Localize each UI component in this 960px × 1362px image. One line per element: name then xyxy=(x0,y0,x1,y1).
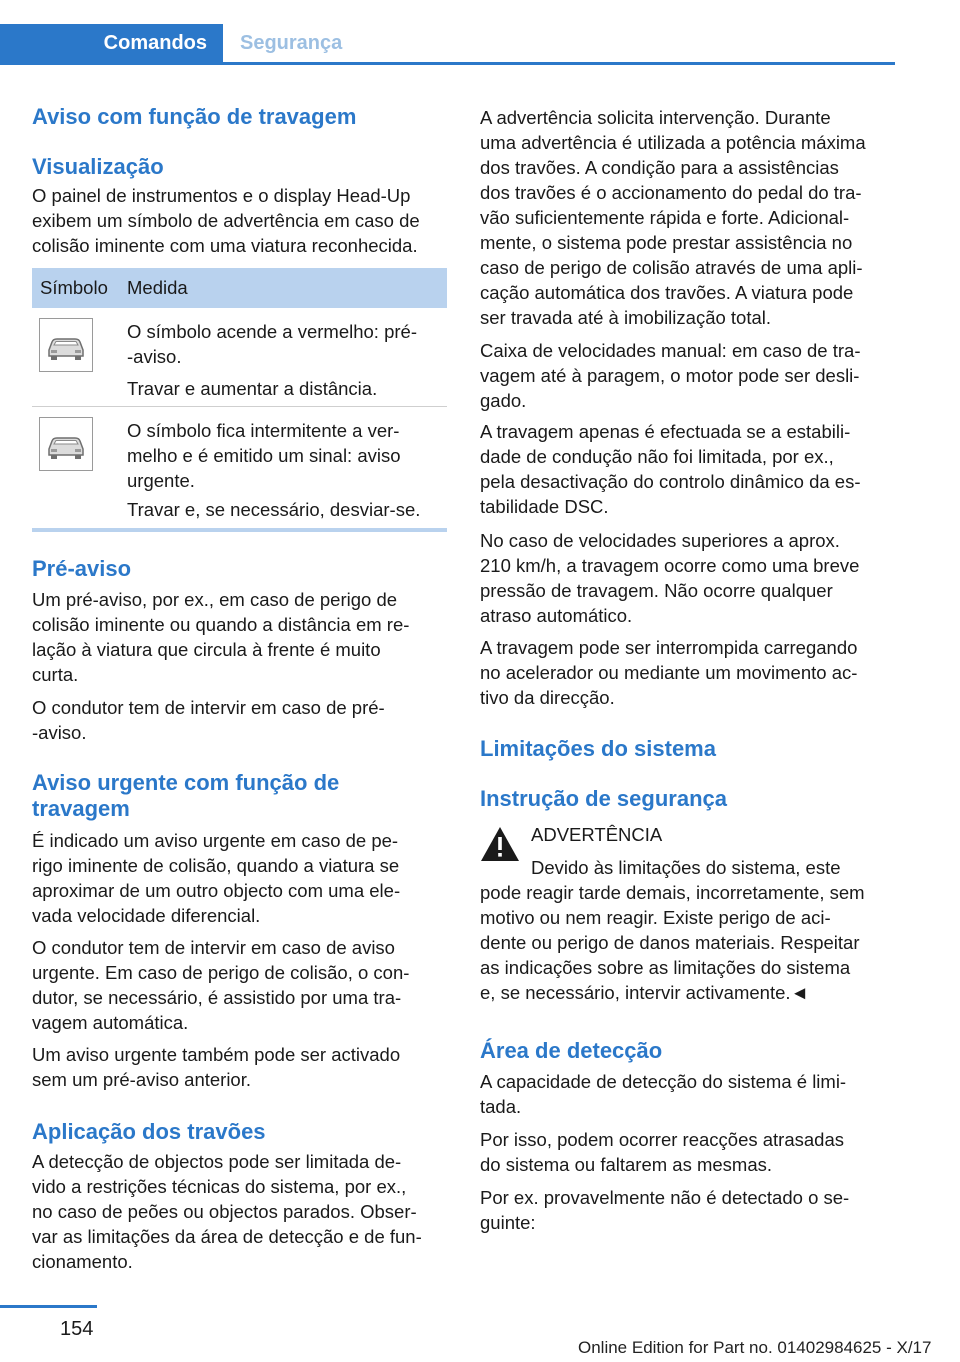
footer-rule xyxy=(0,1305,97,1308)
warning-triangle-icon xyxy=(480,826,520,862)
paragraph-right-4: No caso de velocidades superiores a aprox. 210 km/h, a travagem ocorre como uma breve pressão de travagem. Não ocorre qualquer atraso automático. xyxy=(480,530,860,626)
heading-aviso-urgente: Aviso urgente com função de travagem xyxy=(32,770,340,821)
heading-visualizacao: Visualização xyxy=(32,154,164,179)
row-measure-text: O símbolo fica intermitente a ver- melho e é emitido um sinal: aviso urgente. xyxy=(127,420,401,491)
paragraph-area-1: A capacidade de detecção do sistema é limi- tada. xyxy=(480,1071,847,1117)
paragraph-area-3: Por ex. provavelmente não é detectado o se- guinte: xyxy=(480,1187,850,1233)
column-header-measure: Medida xyxy=(127,277,188,298)
paragraph-right-5: A travagem pode ser interrompida carregando no acelerador ou mediante um movimento ac- tivo da direcção. xyxy=(480,637,858,708)
paragraph-right-1: A advertência solicita intervenção. Durante uma advertência é utilizada a potência máxima dos travões. A condição para a assistências dos travões é o accionamento do pedal do tra- vão suficientemente rápida e forte. Adicional- mente, o sistema pode prestar assistência no caso de perigo de colisão através de uma apli- cação automática dos travões. A viatura pode ser travada até à imobilização total. xyxy=(480,107,866,328)
heading-aviso-travagem: Aviso com função de travagem xyxy=(32,104,357,129)
paragraph-pre-aviso-1: Um pré-aviso, por ex., em caso de perigo de colisão iminente ou quando a distância em re- lação à viatura que circula à frente é muito curta. xyxy=(32,589,410,685)
warning-text: pode reagir tarde demais, incorretamente, sem motivo ou nem reagir. Existe perigo de aci- dente ou perigo de danos materiais. Respeitar as indicações sobre as limitações do sistema e, se necessário, intervir activamente.◄ xyxy=(480,882,865,1003)
row-measure-text: O símbolo acende a vermelho: pré- -aviso. xyxy=(127,321,417,367)
table-row xyxy=(32,308,447,407)
column-header-symbol: Símbolo xyxy=(40,277,108,298)
table-bottom-rule xyxy=(32,528,447,532)
car-warning-icon xyxy=(39,318,93,372)
heading-instrucao-seguranca: Instrução de segurança xyxy=(480,786,727,811)
warning-text-first-line: Devido às limitações do sistema, este xyxy=(531,857,841,878)
header-tabbar xyxy=(0,24,895,65)
paragraph-area-2: Por isso, podem ocorrer reacções atrasadas do sistema ou faltarem as mesmas. xyxy=(480,1129,845,1175)
edition-note: Online Edition for Part no. 01402984625 - X/17 xyxy=(578,1338,932,1357)
table-header xyxy=(32,268,447,308)
paragraph-aviso-urgente-2: O condutor tem de intervir em caso de aviso urgente. Em caso de perigo de colisão, o con- dutor, se necessário, é assistido por uma tra- vagem automática. xyxy=(32,937,410,1033)
paragraph-aplicacao: A detecção de objectos pode ser limitada de- vido a restrições técnicas do sistema, por ex., no caso de peões ou objectos parados. Obser- var as limitações da área de detecção e de fun- cionamento. xyxy=(32,1151,422,1272)
heading-pre-aviso: Pré-aviso xyxy=(32,556,132,581)
paragraph-right-2: Caixa de velocidades manual: em caso de tra- vagem até à paragem, o motor pode ser desli- gado. xyxy=(480,340,861,411)
table-row xyxy=(32,407,447,528)
paragraph-visualizacao: O painel de instrumentos e o display Head-Up exibem um símbolo de advertência em caso de colisão iminente com uma viatura reconhecida. xyxy=(32,185,420,256)
paragraph-aviso-urgente-3: Um aviso urgente também pode ser activado sem um pré-aviso anterior. xyxy=(32,1044,401,1090)
paragraph-right-3: A travagem apenas é efectuada se a estabili- dade de condução não foi limitada, por ex., pela desactivação do controlo dinâmico da es- tabilidade DSC. xyxy=(480,421,861,517)
heading-area-deteccao: Área de detecção xyxy=(480,1038,663,1063)
heading-limitacoes: Limitações do sistema xyxy=(480,736,716,761)
row-measure-action: Travar e aumentar a distância. xyxy=(127,378,378,399)
warning-title: ADVERTÊNCIA xyxy=(531,824,663,845)
car-warning-flashing-icon xyxy=(39,417,93,471)
tab-seguranca[interactable]: Segurança xyxy=(240,31,343,54)
symbol-table xyxy=(32,268,447,532)
row-measure-action: Travar e, se necessário, desviar-se. xyxy=(127,499,421,520)
paragraph-aviso-urgente-1: É indicado um aviso urgente em caso de pe- rigo iminente de colisão, quando a viatura se aproximar de um outro objecto com uma ele- vada velocidade diferencial. xyxy=(32,830,401,926)
tab-comandos[interactable]: Comandos xyxy=(0,24,223,62)
page-number: 154 xyxy=(60,1318,94,1340)
heading-aplicacao-travoes: Aplicação dos travões xyxy=(32,1119,266,1144)
paragraph-pre-aviso-2: O condutor tem de intervir em caso de pré- -aviso. xyxy=(32,697,385,743)
